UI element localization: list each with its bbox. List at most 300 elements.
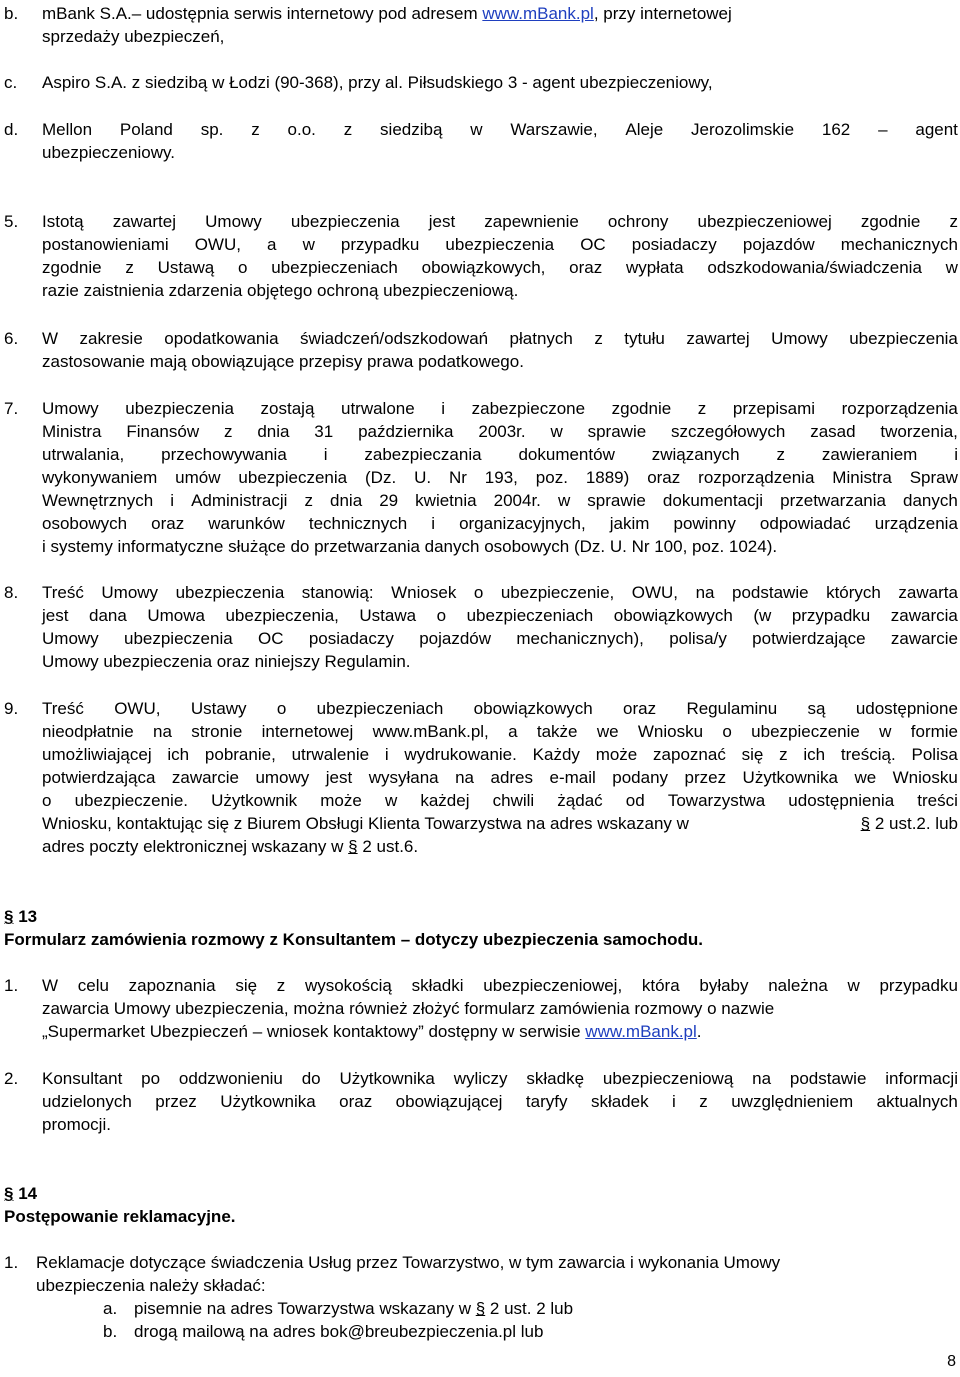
word: Regulaminu bbox=[686, 699, 778, 718]
word: dnia bbox=[257, 422, 290, 441]
word: jest bbox=[42, 606, 69, 625]
word: mechanicznych bbox=[840, 235, 958, 254]
word: w bbox=[384, 791, 398, 810]
word: ich bbox=[167, 745, 190, 764]
word: potwierdzająca bbox=[42, 768, 156, 787]
word: z bbox=[304, 491, 313, 510]
word: danych bbox=[903, 491, 958, 510]
word: postanowieniami bbox=[42, 235, 169, 254]
word: poz. bbox=[535, 468, 568, 487]
word: ubezpieczenie. bbox=[74, 791, 189, 810]
word: zawartej bbox=[112, 212, 177, 231]
word: ubezpieczenia bbox=[290, 212, 400, 231]
word: OWU, bbox=[194, 235, 241, 254]
word: siedzibą bbox=[380, 120, 443, 139]
word: października bbox=[358, 422, 454, 441]
word: ubezpieczenia bbox=[238, 468, 348, 487]
word: ochrony bbox=[607, 212, 669, 231]
section-number: 13 bbox=[18, 907, 38, 926]
word: adres bbox=[490, 768, 534, 787]
p9-line7-end: 2 ust.6. bbox=[357, 837, 419, 856]
word: się bbox=[741, 745, 764, 764]
item-number-7: 7. bbox=[4, 399, 19, 418]
word: osobowych bbox=[42, 514, 128, 533]
word: jakim bbox=[609, 514, 650, 533]
word: Istotą bbox=[42, 212, 84, 231]
word: na bbox=[752, 1069, 772, 1088]
word: w bbox=[879, 722, 892, 741]
word: z bbox=[343, 120, 353, 139]
word: podstawie bbox=[789, 1069, 867, 1088]
paragraph-line bbox=[42, 743, 958, 766]
word: sp. bbox=[200, 120, 224, 139]
word: polisa/y bbox=[669, 629, 727, 648]
word: tytułu bbox=[624, 329, 665, 348]
word: opodatkowania bbox=[164, 329, 279, 348]
word: dokumentów bbox=[518, 445, 615, 464]
word: z bbox=[776, 445, 785, 464]
paragraph-line bbox=[42, 627, 958, 650]
word: zapewnienie bbox=[484, 212, 579, 231]
paragraph-line bbox=[42, 697, 958, 720]
word: OWU, bbox=[631, 583, 679, 602]
word: e-mail bbox=[549, 768, 596, 787]
word: utrwalania, bbox=[42, 445, 125, 464]
paragraph-line bbox=[42, 720, 958, 743]
section-symbol: § bbox=[4, 907, 14, 926]
word: z bbox=[779, 745, 788, 764]
word: Umowa bbox=[147, 606, 205, 625]
word: może bbox=[595, 745, 638, 764]
list-item-a-end: 2 ust. 2 lub bbox=[485, 1299, 574, 1318]
list-item-a-text: pisemnie na adres Towarzystwa wskazany w bbox=[134, 1299, 476, 1318]
word: są bbox=[807, 699, 826, 718]
paragraph-line bbox=[42, 1090, 958, 1113]
word: obowiązkowych bbox=[473, 699, 593, 718]
word: U. bbox=[414, 468, 432, 487]
word: 2003r. bbox=[478, 422, 526, 441]
word: ubezpieczeniową bbox=[602, 1069, 734, 1088]
word: wyliczy bbox=[453, 1069, 508, 1088]
word: jest bbox=[428, 212, 456, 231]
word: posiadaczy bbox=[308, 629, 394, 648]
list-item-b2: drogą mailową na adres bok@breubezpieczenia.pl lub bbox=[134, 1322, 544, 1341]
section-13-title: Formularz zamówienia rozmowy z Konsultantem – dotyczy ubezpieczenia samochodu. bbox=[4, 930, 704, 949]
word: w bbox=[302, 235, 315, 254]
word: oraz bbox=[647, 468, 681, 487]
word: i bbox=[170, 491, 175, 510]
word: warunków bbox=[208, 514, 285, 533]
word: ubezpieczenia bbox=[849, 329, 958, 348]
item-number-5: 5. bbox=[4, 212, 19, 231]
word: 29 bbox=[379, 491, 399, 510]
item-number-14-1: 1. bbox=[4, 1253, 19, 1272]
word: zgodnie bbox=[42, 258, 102, 277]
word: Jerozolimskie bbox=[691, 120, 795, 139]
word: udostępnione bbox=[855, 699, 958, 718]
word: w bbox=[550, 422, 563, 441]
word: rozporządzenia bbox=[841, 399, 958, 418]
word: Wewnętrznych bbox=[42, 491, 154, 510]
list-item-c: Aspiro S.A. z siedzibą w Łodzi (90-368), przy al. Piłsudskiego 3 - agent ubezpieczeniowy, bbox=[42, 73, 713, 92]
word: Spraw bbox=[909, 468, 958, 487]
word: Administracji bbox=[191, 491, 288, 510]
list-marker-c: c. bbox=[4, 73, 18, 92]
word: kwietnia bbox=[415, 491, 477, 510]
paragraph-14-1-line1: Reklamacje dotyczące świadczenia Usług przez Towarzystwo, w tym zawarcia i wykonania Umowy bbox=[36, 1253, 781, 1272]
word: internetowej bbox=[261, 722, 354, 741]
paragraph-line: zawarcia Umowy ubezpieczenia, można również złożyć formularz zamówienia rozmowy o nazwie bbox=[42, 999, 775, 1018]
section-14-heading bbox=[4, 1182, 37, 1205]
word: zawarta bbox=[898, 583, 958, 602]
word: o bbox=[238, 258, 248, 277]
word: zabezpieczone bbox=[471, 399, 586, 418]
word: Mellon bbox=[42, 120, 93, 139]
paragraph-9-line7 bbox=[42, 835, 418, 858]
word: byłaby bbox=[699, 976, 749, 995]
word: przez bbox=[684, 768, 727, 787]
word: zostają bbox=[260, 399, 315, 418]
word: ubezpieczeniowej bbox=[697, 212, 832, 231]
word: w bbox=[470, 120, 483, 139]
word: pojazdów bbox=[419, 629, 492, 648]
p9-line7-text: adres poczty elektronicznej wskazany w bbox=[42, 837, 349, 856]
word: sprawie bbox=[587, 422, 647, 441]
word: z bbox=[251, 120, 260, 139]
word: tworzenia, bbox=[880, 422, 958, 441]
paragraph-line bbox=[42, 256, 958, 279]
paragraph-line bbox=[42, 789, 958, 812]
paragraph-line: zastosowanie mają obowiązujące przepisy prawa podatkowego. bbox=[42, 352, 524, 371]
word: Użytkownik bbox=[211, 791, 298, 810]
word: z bbox=[223, 422, 233, 441]
word: przypadku bbox=[791, 606, 871, 625]
paragraph-13-1-line3 bbox=[42, 1020, 702, 1043]
word: i bbox=[672, 1092, 676, 1111]
word: dokumentacji bbox=[662, 491, 764, 510]
word: po bbox=[141, 1069, 161, 1088]
word: przepisami bbox=[732, 399, 816, 418]
word: o bbox=[473, 583, 484, 602]
word: składkę bbox=[526, 1069, 585, 1088]
word: przetwarzania bbox=[780, 491, 886, 510]
section-number: 14 bbox=[18, 1184, 38, 1203]
word: Ustawa bbox=[359, 606, 417, 625]
word: o.o. bbox=[287, 120, 316, 139]
mbank-link[interactable]: www.mBank.pl bbox=[585, 1022, 697, 1041]
word: ubezpieczeniach bbox=[271, 258, 398, 277]
word: o bbox=[42, 791, 52, 810]
word: posiadaczy bbox=[631, 235, 717, 254]
list-marker-d: d. bbox=[4, 120, 19, 139]
word: obowiązkowych, bbox=[421, 258, 546, 277]
word: we bbox=[596, 722, 619, 741]
paragraph-line bbox=[42, 420, 958, 443]
paragraph-line bbox=[42, 210, 958, 233]
word: w bbox=[557, 491, 571, 510]
word: potwierdzające bbox=[752, 629, 866, 648]
word: podstawie bbox=[732, 583, 809, 602]
word: zabezpieczania bbox=[364, 445, 482, 464]
word: szczegółowych bbox=[671, 422, 786, 441]
p9-line6-end: 2 ust.2. lub bbox=[870, 814, 958, 833]
word: się bbox=[235, 976, 258, 995]
word: treścią. bbox=[840, 745, 896, 764]
word: Ministra bbox=[832, 468, 892, 487]
word: OC bbox=[258, 629, 284, 648]
word: oraz bbox=[569, 258, 603, 277]
word: ubezpieczeniowej, bbox=[483, 976, 623, 995]
word: żądać bbox=[557, 791, 603, 810]
word: umów bbox=[175, 468, 221, 487]
word: 1889) bbox=[585, 468, 630, 487]
word: dnia bbox=[330, 491, 363, 510]
word: przez bbox=[155, 1092, 197, 1111]
word: we bbox=[854, 768, 877, 787]
word: zasad bbox=[810, 422, 856, 441]
word: Wniosku bbox=[892, 768, 958, 787]
word: ubezpieczeniach bbox=[466, 606, 594, 625]
word: i bbox=[441, 399, 446, 418]
word: odszkodowania/świadczenia bbox=[707, 258, 922, 277]
word: Nr bbox=[448, 468, 467, 487]
word: przechowywania bbox=[161, 445, 287, 464]
word: o bbox=[722, 722, 732, 741]
word: Aleje bbox=[625, 120, 664, 139]
word: ubezpieczenie bbox=[751, 722, 860, 741]
word: – bbox=[878, 120, 888, 139]
word: także bbox=[536, 722, 578, 741]
paragraph-line bbox=[42, 974, 958, 997]
section-symbol: § bbox=[4, 1184, 14, 1203]
word: zawarcie bbox=[890, 629, 958, 648]
word: z bbox=[949, 212, 958, 231]
word: informacji bbox=[885, 1069, 958, 1088]
word: 162 bbox=[821, 120, 851, 139]
p13-1-line3-text: „Supermarket Ubezpieczeń – wniosek kontaktowy” dostępny w serwisie bbox=[42, 1022, 586, 1041]
word: oraz bbox=[151, 514, 185, 533]
word: składki bbox=[411, 976, 464, 995]
paragraph-line bbox=[42, 1067, 958, 1090]
word: W bbox=[42, 976, 59, 995]
word: Umowy bbox=[42, 629, 99, 648]
list-item-d-line1 bbox=[42, 118, 958, 141]
list-marker-b2: b. bbox=[103, 1322, 118, 1341]
word: zawieraniem bbox=[821, 445, 918, 464]
word: ubezpieczenie, bbox=[500, 583, 615, 602]
list-item-b-line2: sprzedaży ubezpieczeń, bbox=[42, 27, 225, 46]
word: technicznych bbox=[308, 514, 408, 533]
word: 193, bbox=[484, 468, 518, 487]
word: Umowy bbox=[42, 399, 99, 418]
word: stronie bbox=[191, 722, 243, 741]
word: 2004r. bbox=[493, 491, 541, 510]
word: rozporządzenia bbox=[698, 468, 815, 487]
word: płatnych bbox=[509, 329, 573, 348]
word: zawarcia bbox=[890, 606, 958, 625]
word: celu bbox=[77, 976, 109, 995]
word: z bbox=[276, 976, 286, 995]
word: W bbox=[42, 329, 59, 348]
word: Polisa bbox=[911, 745, 958, 764]
paragraph-line bbox=[42, 466, 958, 489]
word: do bbox=[301, 1069, 321, 1088]
word: i bbox=[384, 745, 389, 764]
section-symbol: § bbox=[860, 814, 871, 833]
word: składek bbox=[590, 1092, 649, 1111]
word: Umowy bbox=[205, 212, 262, 231]
word: z bbox=[699, 1092, 708, 1111]
paragraph-line bbox=[42, 327, 958, 350]
section-symbol: § bbox=[348, 837, 358, 856]
word: formie bbox=[910, 722, 958, 741]
section-symbol: § bbox=[475, 1299, 486, 1318]
word: sprawie bbox=[587, 491, 646, 510]
word: obowiązkowych bbox=[613, 606, 733, 625]
word: zgodnie bbox=[860, 212, 921, 231]
list-marker-b: b. bbox=[4, 4, 19, 23]
word: Każdy bbox=[532, 745, 580, 764]
word: OWU, bbox=[114, 699, 161, 718]
word: których bbox=[826, 583, 881, 602]
paragraph-line bbox=[42, 604, 958, 627]
word: OC bbox=[580, 235, 606, 254]
word: zakresie bbox=[79, 329, 143, 348]
section-14-title: Postępowanie reklamacyjne. bbox=[4, 1207, 236, 1226]
word: Warszawie, bbox=[510, 120, 598, 139]
word: 31 bbox=[314, 422, 334, 441]
list-item-b-text: mBank S.A.– udostępnia serwis internetowy pod adresem bbox=[42, 4, 483, 23]
paragraph-line: i systemy informatyczne służące do przetwarzania danych osobowych (Dz. U. Nr 100, poz. 1024). bbox=[42, 537, 778, 556]
word: na bbox=[695, 583, 715, 602]
word: świadczeń/odszkodowań bbox=[300, 329, 489, 348]
word: umożliwiającej bbox=[42, 745, 152, 764]
word: ubezpieczeniach bbox=[316, 699, 444, 718]
p9-line6-text: Wniosku, kontaktując się z Biurem Obsługi Klienta Towarzystwa na adres wskazany w bbox=[42, 814, 694, 833]
word: z bbox=[125, 258, 134, 277]
word: w bbox=[847, 976, 860, 995]
word: od bbox=[625, 791, 645, 810]
paragraph-line bbox=[42, 512, 958, 535]
word: z bbox=[594, 329, 603, 348]
item-number-13-2: 2. bbox=[4, 1069, 19, 1088]
word: w bbox=[945, 258, 958, 277]
word: i bbox=[323, 445, 328, 464]
page-number: 8 bbox=[947, 1353, 956, 1370]
paragraph-line bbox=[42, 489, 958, 512]
word: jest bbox=[325, 768, 353, 787]
word: może bbox=[320, 791, 362, 810]
list-item-b-text-end: , przy internetowej bbox=[593, 4, 732, 23]
word: należna bbox=[768, 976, 828, 995]
word: umowy bbox=[255, 768, 310, 787]
word: wydrukowanie. bbox=[404, 745, 517, 764]
word: zapoznać bbox=[653, 745, 726, 764]
item-number-8: 8. bbox=[4, 583, 19, 602]
section-13-heading bbox=[4, 905, 37, 928]
word: aktualnych bbox=[876, 1092, 958, 1111]
word: oddzwonieniu bbox=[178, 1069, 283, 1088]
word: Użytkownika bbox=[742, 768, 838, 787]
word: organizacyjnych, bbox=[459, 514, 586, 533]
word: która bbox=[641, 976, 680, 995]
word: Wniosku bbox=[637, 722, 704, 741]
paragraph-9-line6 bbox=[42, 812, 958, 835]
word: urządzenia bbox=[874, 514, 958, 533]
word: (Dz. bbox=[365, 468, 397, 487]
paragraph-line: promocji. bbox=[42, 1115, 111, 1134]
word: utrwalone bbox=[340, 399, 415, 418]
word: ubezpieczenia bbox=[175, 583, 285, 602]
word: związanych bbox=[651, 445, 740, 464]
word: Wniosek bbox=[391, 583, 457, 602]
word: Treść bbox=[42, 699, 84, 718]
word: wysokością bbox=[304, 976, 392, 995]
word: Ministra bbox=[42, 422, 102, 441]
word: na bbox=[153, 722, 172, 741]
word: i bbox=[431, 514, 435, 533]
word: zgodnie bbox=[611, 399, 672, 418]
paragraph-line bbox=[42, 766, 958, 789]
list-item-d-line2: ubezpieczeniowy. bbox=[42, 143, 175, 162]
paragraph-line bbox=[42, 443, 958, 466]
word: Użytkownika bbox=[220, 1092, 316, 1111]
word: treści bbox=[917, 791, 958, 810]
word: Konsultant bbox=[42, 1069, 123, 1088]
word: każdej bbox=[420, 791, 470, 810]
word: dana bbox=[88, 606, 127, 625]
paragraph-line: Umowy ubezpieczenia oraz niniejszy Regulamin. bbox=[42, 652, 411, 671]
word: przypadku bbox=[340, 235, 420, 254]
word: i bbox=[954, 445, 958, 464]
mbank-link[interactable]: www.mBank.pl bbox=[482, 4, 594, 23]
word: wysyłana bbox=[368, 768, 439, 787]
paragraph-line bbox=[42, 581, 958, 604]
word: a bbox=[508, 722, 518, 741]
p13-1-line3-end: . bbox=[696, 1022, 702, 1041]
word: agent bbox=[915, 120, 958, 139]
word: Poland bbox=[119, 120, 173, 139]
word: ubezpieczenia bbox=[123, 629, 233, 648]
word: a bbox=[267, 235, 277, 254]
word: Umowy bbox=[101, 583, 159, 602]
word: Ustawą bbox=[157, 258, 215, 277]
paragraph-line: razie zaistnienia zdarzenia objętego ochroną ubezpieczeniową. bbox=[42, 281, 519, 300]
word: Ustawy bbox=[190, 699, 247, 718]
word: udzielonych bbox=[42, 1092, 132, 1111]
paragraph-line bbox=[42, 233, 958, 256]
word: odpowiadać bbox=[759, 514, 851, 533]
word: utrwalenie bbox=[291, 745, 370, 764]
word: ich bbox=[803, 745, 826, 764]
word: oraz bbox=[339, 1092, 373, 1111]
word: mechanicznych), bbox=[516, 629, 644, 648]
item-number-6: 6. bbox=[4, 329, 19, 348]
word: Treść bbox=[42, 583, 84, 602]
word: z bbox=[697, 399, 707, 418]
item-number-13-1: 1. bbox=[4, 976, 19, 995]
word: chwili bbox=[492, 791, 535, 810]
word: oraz bbox=[623, 699, 657, 718]
paragraph-14-1-line2: ubezpieczenia należy składać: bbox=[36, 1276, 266, 1295]
word: Finansów bbox=[126, 422, 200, 441]
word: o bbox=[436, 606, 447, 625]
word: zawartej bbox=[686, 329, 750, 348]
word: ubezpieczenia bbox=[125, 399, 234, 418]
word: Towarzystwa bbox=[667, 791, 766, 810]
word: ubezpieczenia bbox=[445, 235, 555, 254]
word: taryfy bbox=[525, 1092, 568, 1111]
